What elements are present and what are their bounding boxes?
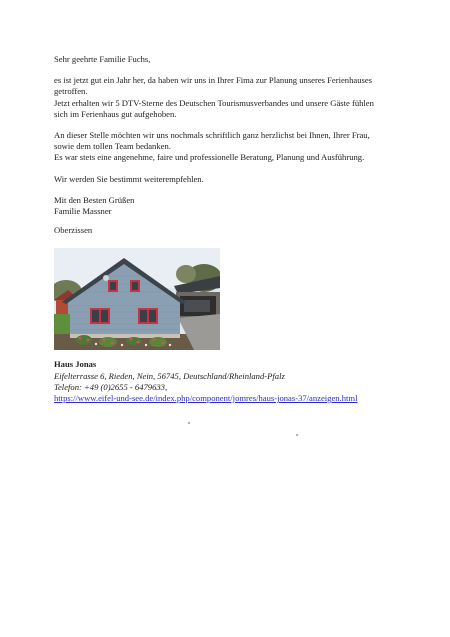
phone: Telefon: +49 (0)2655 - 6479633, (54, 381, 168, 392)
closing (54, 195, 404, 217)
paragraph-intro (54, 75, 404, 120)
paragraph-line: es ist jetzt gut ein Jahr her, da haben wir uns in Ihrer Fima zur Planung unseres Ferienhauses (54, 75, 373, 86)
scan-speck (296, 434, 298, 436)
property-signature (54, 359, 404, 404)
paragraph-line: Es war stets eine angenehme, faire und professionelle Beratung, Planung und Ausführung. (54, 152, 365, 163)
house-photo (54, 248, 220, 350)
place-name: Oberzissen (54, 225, 93, 236)
paragraph-line: sowie dem tollen Team bedanken. (54, 141, 171, 152)
paragraph-line: sich im Ferienhaus gut aufgehoben. (54, 108, 177, 119)
paragraph-line: An dieser Stelle möchten wir uns nochmals schriftlich ganz herzlichst bei Ihnen, Ihrer Frau, (54, 130, 370, 141)
salutation: Sehr geehrte Familie Fuchs, (54, 54, 151, 64)
closing-family: Familie Massner (54, 206, 112, 217)
scan-speck (188, 422, 190, 424)
closing-greeting: Mit den Besten Grüßen (54, 194, 135, 205)
paragraph-line: getroffen. (54, 86, 88, 97)
house-name: Haus Jonas (54, 359, 97, 370)
address: Eifelterrasse 6, Rieden, Nein, 56745, Deutschland/Rheinland-Pfalz (54, 370, 285, 381)
paragraph-line: Jetzt erhalten wir 5 DTV-Sterne des Deutschen Tourismusverbandes und unsere Gäste fühlen (54, 97, 374, 108)
website-link[interactable]: https://www.eifel-und-see.de/index.php/component/jomres/haus-jonas-37/anzeigen.html (54, 393, 358, 404)
letter (54, 54, 404, 404)
paragraph-recommend: Wir werden Sie bestimmt weiterempfehlen. (54, 173, 204, 184)
paragraph-thanks (54, 130, 404, 164)
